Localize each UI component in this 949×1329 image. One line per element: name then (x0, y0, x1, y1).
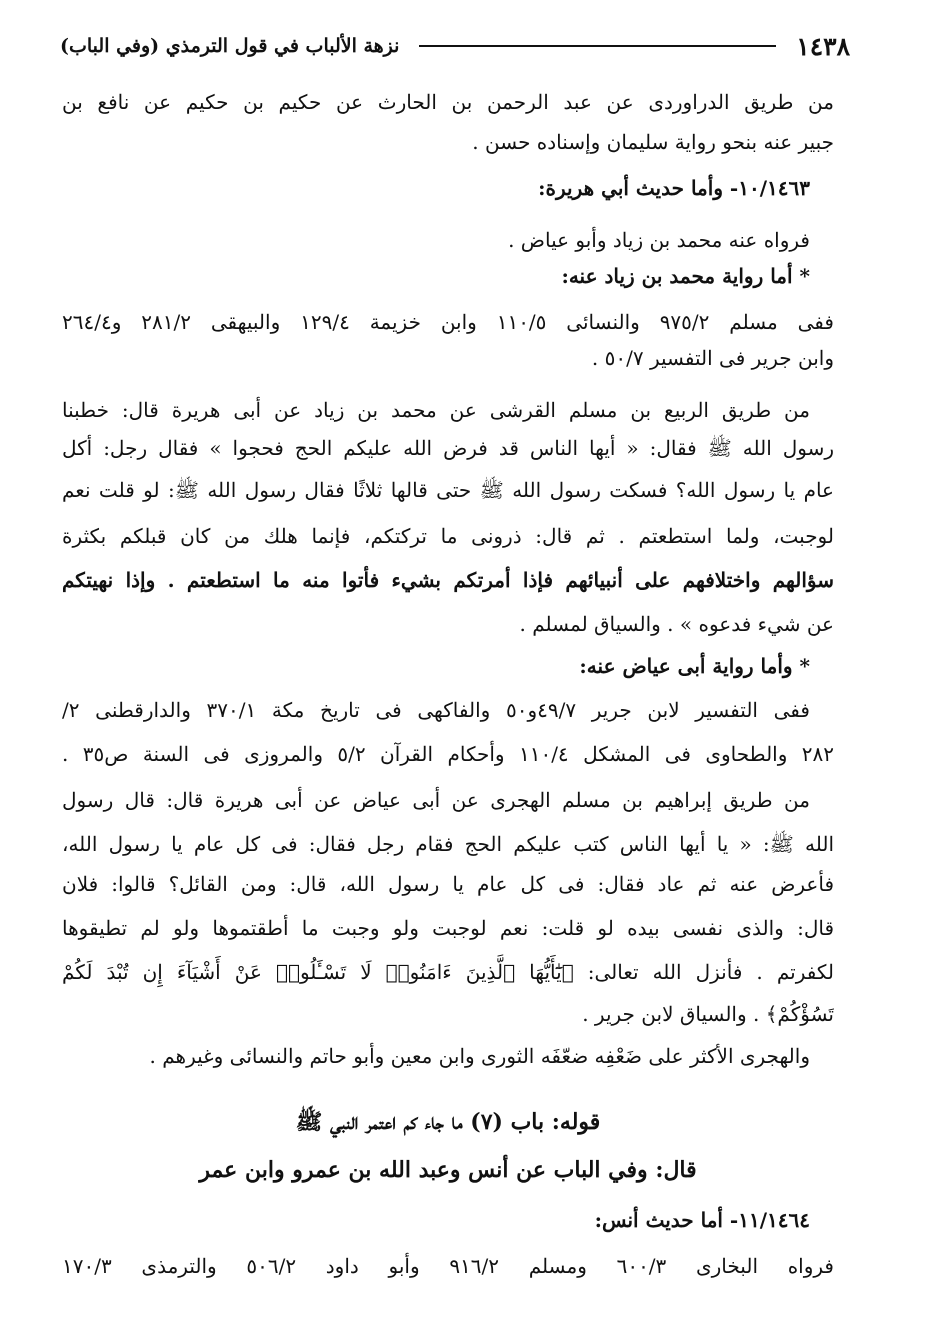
text-line: من طريق إبراهيم بن مسلم الهجرى عن أبى عياض عن أبى هريرة قال: قال رسول (62, 788, 810, 812)
text-line: سؤالهم واختلافهم على أنبيائهم فإذا أمرتكم بشيء فأتوا منه ما استطعتم . وإذا نهيتكم (62, 568, 834, 592)
text-line: فرواه البخارى ٦٠٠/٣ ومسلم ٩١٦/٢ وأبو داود ٥٠٦/٢ والترمذى ١٧٠/٣ (62, 1254, 834, 1278)
text-line: تَسُؤْكُمْ﴾ . والسياق لابن جرير . (582, 1002, 834, 1026)
text-line: عام يا رسول الله؟ فسكت رسول الله ﷺ حتى قالها ثلاثًا فقال رسول الله ﷺ: لو قلت نعم (62, 478, 834, 502)
text-line: ٢٨٢ والطحاوى فى المشكل ١١٠/٤ وأحكام القرآن ٥/٢ والمروزى فى السنة ص٣٥ . (62, 742, 834, 766)
text-line: والهجرى الأكثر على ضَعْفِه ضعّفَه الثورى وابن معين وأبو حاتم والنسائى وغيرهم . (149, 1044, 810, 1068)
chapter-subtitle: قال: وفي الباب عن أنس وعبد الله بن عمرو وابن عمر (199, 1157, 697, 1183)
text-line: من طريق الدراوردى عن عبد الرحمن بن الحارث عن حكيم بن حكيم عن نافع بن (62, 90, 834, 114)
text-line: قال: والذى نفسى بيده لو قلت: نعم لوجبت ولو وجبت ما أطقتموها ولو لم تطيقوها (62, 916, 834, 940)
chapter-title: قوله: باب (٧) ما جاء كم اعتمر النبي ﷺ (295, 1109, 601, 1135)
text-line: وابن جرير فى التفسير ٥٠/٧ . (591, 346, 834, 370)
section-heading: * أما رواية محمد بن زياد عنه: (561, 264, 810, 288)
text-line: الله ﷺ: « يا أيها الناس كتب عليكم الحج فقام رجل فقال: فى كل عام يا رسول الله، (62, 832, 834, 856)
page-header (60, 26, 850, 66)
text-line: عن شيء فدعوه » . والسياق لمسلم . (519, 612, 834, 636)
page-number: ١٤٣٨ (796, 31, 850, 61)
hadith-heading: ١١/١٤٦٤- أما حديث أنس: (594, 1208, 810, 1232)
text-line: جبير عنه بنحو رواية سليمان وإسناده حسن . (472, 130, 834, 154)
section-heading: * وأما رواية أبى عياض عنه: (579, 654, 810, 678)
text-line: من طريق الربيع بن مسلم القرشى عن محمد بن زياد عن أبى هريرة قال: خطبنا (62, 398, 810, 422)
text-line: ففى مسلم ٩٧٥/٢ والنسائى ١١٠/٥ وابن خزيمة ١٢٩/٤ والبيهقى ٢٨١/٢ و٢٦٤/٤ (62, 310, 834, 334)
header-rule (419, 45, 776, 47)
text-line: فأعرض عنه ثم عاد فقال: فى كل عام يا رسول الله، قال: ومن القائل؟ قالوا: فلان (62, 872, 834, 896)
text-line: لوجبت، ولما استطعتم . ثم قال: ذرونى ما تركتكم، فإنما هلك من كان قبلكم بكثرة (62, 524, 834, 548)
running-title: نزهة الألباب في قول الترمذي (وفي الباب) (60, 35, 400, 57)
text-line: فرواه عنه محمد بن زياد وأبو عياض . (508, 228, 810, 252)
text-line: رسول الله ﷺ فقال: « أيها الناس قد فرض الله عليكم الحج فحجوا » فقال رجل: أكل (62, 436, 834, 460)
text-line: ففى التفسير لابن جرير ٤٩/٧و٥٠ والفاكهى فى تاريخ مكة ٣٧٠/١ والدارقطنى ٢/ (62, 698, 810, 722)
quran-verse-line: لكفرتم . فأنزل الله تعالى: ﴿يَٰٓأَيُّهَا ٱلَّذِينَ ءَامَنُوا۟ لَا تَسْـَٔلُوا۟ عَنْ أَشْيَآءَ إِن تُبْدَ لَكُمْ (62, 960, 834, 984)
hadith-heading: ١٠/١٤٦٣- وأما حديث أبي هريرة: (538, 176, 810, 200)
